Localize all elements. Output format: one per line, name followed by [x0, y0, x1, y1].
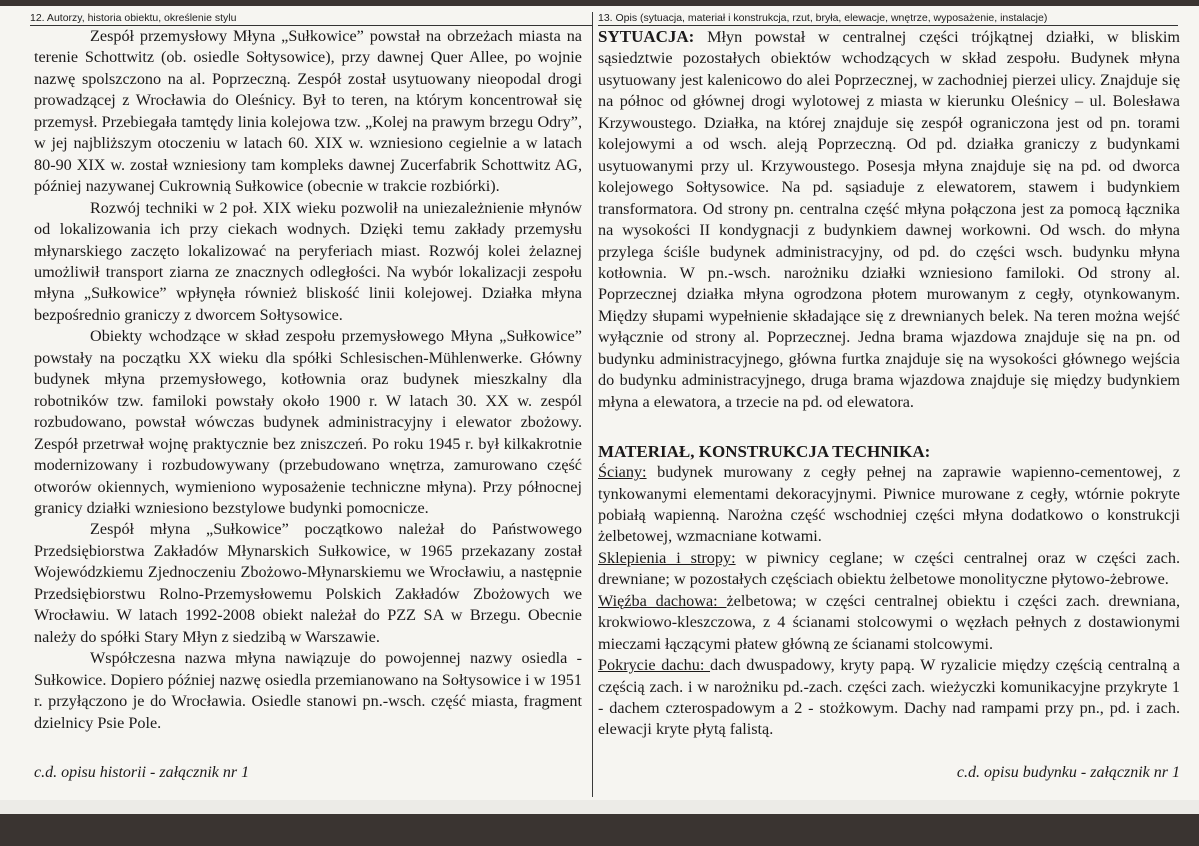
situation-text: Młyn powstał w centralnej części trójkątnej działki, w bliskim sąsiedztwie pozostałych obiektów wchodzących w skład zespołu. Budynek młyna usytuowany jest kalenicowo do alei Poprzecznej, w zachodniej pierzei ulicy. Znajduje się na północ od głównej drogi wylotowej z miasta w kierunku Oleśnicy – ul. Bolesława Krzywoustego. Działka, na której znajduje się zespół ograniczona jest od pn. torami kolejowymi a od wsch. aleją Poprzeczną. Od pd. działka graniczy z budynkami usytuowanymi przy ul. Krzywoustego. Posesja młyna znajduje się na pd. od dworca kolejowego Sołtysowice. Na pd. sąsiaduje z elewatorem, stawem i budynkiem transformatora. Od strony pn. centralna część młyna połączona jest za pomocą łącznika na wysokości II kondygnacji z budynkiem dawnej workowni. Od wsch. do młyna przylega ściśle budynek administracyjny, od pd. do części wsch. budynku młyna kotłownia. W pn.-wsch. narożniku działki wzniesiono familoki. Od strony al. Poprzecznej działka młyna ogrodzona płotem murowanym z cegły, otynkowanym. Między słupami wypełnienie składające się z drewnianych belek. Na teren można wejść wyłącznie od strony al. Poprzecznej. Jedna brama wjazdowa znajduje się na pn. od budynku administracyjnego, główna furtka znajduje się na wysokości głównego wejścia do budynku administracyjnego, druga brama wjazdowa znajduje się między budynkiem młyna a elewatora, a trzecie na pd. od elewatora. — [598, 28, 1180, 411]
roofing-paragraph — [598, 655, 1180, 741]
history-paragraph: Współczesna nazwa młyna nawiązuje do powojennej nazwy osiedla - Sułkowice. Dopiero później nazwę osiedla przemianowano na Sołtysowice i w 1951 r. przyłączono je do Wrocławia. Osiedle stanowi pn.-wsch. część miasta, fragment dzielnicy Psie Pole. — [34, 649, 582, 732]
walls-paragraph — [598, 462, 1180, 548]
walls-text: budynek murowany z cegły pełnej na zaprawie wapienno-cementowej, z tynkowanymi elementami dekoracyjnymi. Piwnice murowane z cegły, wtórnie pokryte pobiałą wapienną. Narożna część wschodniej części młyna dodatkowo o konstrukcji żelbetowej, wzmacniane kotwami. — [598, 463, 1180, 546]
sheet-edge — [0, 800, 1199, 814]
history-paragraph: Obiekty wchodzące w skład zespołu przemysłowego Młyna „Sułkowice” powstały na początku XX wieku dla spółki Schlesischen-Mühlenwerke. Główny budynek młyna przemysłowego, kotłownia oraz budynek mieszkalny dla robotników tzw. familoki powstały około 1900 r. W latach 30. XX w. zespól rozbudowano, powstał wówczas budynek administracyjny i elewator zbożowy. Zespół przetrwał wojnę praktycznie bez zniszczeń. Po roku 1945 r. był kilkakrotnie modernizowany i rozbudowywany (przebudowano wnętrza, zamurowano część otworów okiennych, wymieniono wyposażenie techniczne młyna). Przy północnej granicy działki wzniesiono bezstylowe budynki pomocnicze. — [34, 327, 582, 517]
vaults-label: Sklepienia i stropy: — [598, 548, 736, 567]
vaults-text: w piwnicy ceglane; w części centralnej oraz w części zach. drewniane; w pozostałych częściach obiektu żelbetowe monolityczne płytowo-żebrowe. — [598, 548, 1181, 589]
section-12-header: 12. Autorzy, historia obiektu, określenie stylu — [30, 12, 592, 26]
roof-truss-text: żelbetowa; w części centralnej obiektu i części zach. drewniana, krokwiowo-kleszczowa, z 4 ścianami stolcowymi o węzłach pełnych z dostawionymi mieczami łączącymi płatew główną ze ścianami stolcowymi. — [598, 591, 1180, 653]
section-13-header: 13. Opis (sytuacja, materiał i konstrukcja, rzut, bryła, elewacje, wnętrze, wyposażenie, instalacje) — [598, 12, 1178, 26]
history-footer-note: c.d. opisu historii - załącznik nr 1 — [34, 764, 250, 781]
walls-label: Ściany: — [598, 463, 647, 482]
situation-paragraph — [598, 26, 1180, 413]
column-divider — [592, 12, 593, 797]
history-paragraph: Rozwój techniki w 2 poł. XIX wieku pozwolił na uniezależnienie młynów od lokalizowania ich przy ciekach wodnych. Dzięki temu zakłady przemysłu młynarskiego zaczęto lokalizować na peryferiach miast. Rozwój kolei żelaznej umożliwił transport ziarna ze znacznych odległości. Na wybór lokalizacji zespołu młyna „Sułkowice” wpłynęła również bliskość linii kolejowej. Działka młyna bezpośrednio graniczy z dworcem Sołtysowice. — [34, 198, 582, 324]
vaults-paragraph — [598, 548, 1180, 591]
roofing-label: Pokrycie dachu: — [598, 656, 711, 675]
description-footer-note: c.d. opisu budynku - załącznik nr 1 — [956, 764, 1180, 781]
roof-truss-label: Więźba dachowa: — [598, 591, 727, 610]
description-column — [598, 26, 1180, 741]
situation-label: SYTUACJA: — [598, 27, 695, 46]
material-heading: MATERIAŁ, KONSTRUKCJA TECHNIKA: — [598, 441, 931, 461]
history-paragraph: Zespół przemysłowy Młyna „Sułkowice” powstał na obrzeżach miasta na terenie Schottwitz (ob. osiedle Sołtysowice), przy dawnej Quer Allee, po wojnie nazwę spolszczono na al. Poprzeczną. Zespół został usytuowany nieopodal drogi prowadzącej z Wrocławia do Oleśnicy. Był to teren, na którym koncentrował się przemysł. Przebiegała tamtędy linia kolejowa tzw. „Kolej na prawym brzegu Odry”, w jej najbliższym otoczeniu w latach 60. XIX w. wzniesiono cegielnie a w latach 80-90 XIX w. został wzniesiony tam kompleks dawnej Zucerfabrik Schottwitz AG, później nazywanej Cukrownią Sułkowice (obecnie w trakcie rozbiórki). — [34, 27, 582, 196]
history-paragraph: Zespół młyna „Sułkowice” początkowo należał do Państwowego Przedsiębiorstwa Zakładów Młynarskich Sułkowice, w 1965 przekazany został Wojewódzkiemu Zjednoczeniu Zbożowo-Młynarskiemu we Wrocławiu, a następnie Przedsiębiorstwu Rolno-Przemysłowemu Polskich Zakładów Zbożowych we Wrocławiu. W latach 1992-2008 obiekt należał do PZZ SA w Brzegu. Obecnie należy do spółki Stary Młyn z siedzibą w Warszawie. — [34, 520, 582, 646]
roofing-text: dach dwuspadowy, kryty papą. W ryzalicie między częścią centralną a częścią zach. i w narożniku pd.-zach. części zach. wieżyczki komunikacyjne przykryte 1 - dachem czterospadowym a 2 - stożkowym. Dachy nad rampami przy pn., pd. i zach. elewacji kryte płytą falistą. — [598, 656, 1180, 739]
roof-truss-paragraph — [598, 591, 1180, 655]
history-column — [34, 26, 582, 734]
